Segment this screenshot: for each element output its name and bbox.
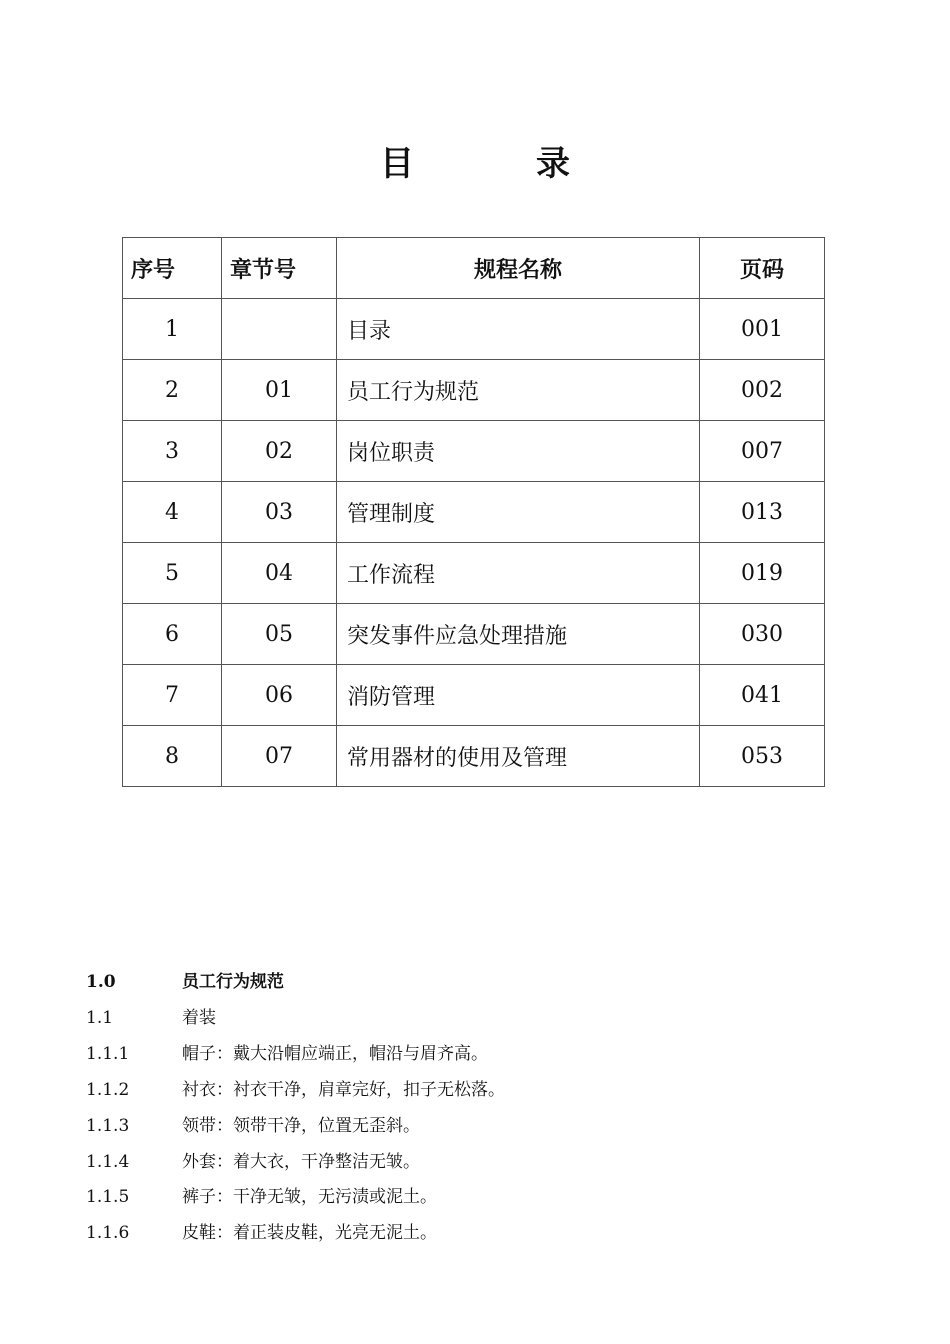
row-name: 常用器材的使用及管理 — [337, 726, 700, 787]
section-line — [86, 1079, 866, 1101]
table-row — [123, 482, 825, 543]
row-chapter: 02 — [222, 421, 337, 482]
section-number: 1.1.6 — [86, 1223, 130, 1243]
table-row — [123, 421, 825, 482]
section-number: 1.1.5 — [86, 1187, 130, 1207]
row-name: 消防管理 — [337, 665, 700, 726]
section-number: 1.1.4 — [86, 1152, 130, 1172]
row-seq: 4 — [123, 482, 222, 543]
header-seq: 序号 — [123, 238, 222, 299]
section-text: 帽子：戴大沿帽应端正，帽沿与眉齐高。 — [182, 1044, 488, 1064]
table-row — [123, 299, 825, 360]
section-line — [86, 1222, 866, 1244]
row-page: 002 — [700, 360, 825, 421]
row-seq: 2 — [123, 360, 222, 421]
header-name: 规程名称 — [337, 238, 700, 299]
row-name: 管理制度 — [337, 482, 700, 543]
row-page: 013 — [700, 482, 825, 543]
row-chapter — [222, 299, 337, 360]
row-chapter: 05 — [222, 604, 337, 665]
page-title: 目 录 — [380, 144, 614, 184]
section-text: 皮鞋：着正装皮鞋，光亮无泥土。 — [182, 1223, 437, 1243]
section-line — [86, 1186, 866, 1208]
row-chapter: 04 — [222, 543, 337, 604]
table-row — [123, 604, 825, 665]
row-page: 007 — [700, 421, 825, 482]
header-page: 页码 — [700, 238, 825, 299]
row-name: 突发事件应急处理措施 — [337, 604, 700, 665]
row-name: 目录 — [337, 299, 700, 360]
row-name: 岗位职责 — [337, 421, 700, 482]
row-page: 053 — [700, 726, 825, 787]
section-text: 外套：着大衣，干净整洁无皱。 — [182, 1152, 420, 1172]
section-line — [86, 1151, 866, 1173]
table-row — [123, 360, 825, 421]
section-text: 裤子：干净无皱，无污渍或泥土。 — [182, 1187, 437, 1207]
section-number: 1.1 — [86, 1008, 114, 1028]
section-line — [86, 1115, 866, 1137]
section-text: 领带：领带干净，位置无歪斜。 — [182, 1116, 420, 1136]
table-row — [123, 543, 825, 604]
section-number: 1.1.2 — [86, 1080, 130, 1100]
row-page: 001 — [700, 299, 825, 360]
row-chapter: 06 — [222, 665, 337, 726]
section-heading — [86, 971, 866, 993]
row-chapter: 07 — [222, 726, 337, 787]
row-page: 019 — [700, 543, 825, 604]
row-page: 030 — [700, 604, 825, 665]
row-chapter: 01 — [222, 360, 337, 421]
row-seq: 3 — [123, 421, 222, 482]
section-line — [86, 1007, 866, 1029]
row-name: 员工行为规范 — [337, 360, 700, 421]
row-seq: 5 — [123, 543, 222, 604]
header-chapter: 章节号 — [222, 238, 337, 299]
section-text: 员工行为规范 — [182, 972, 284, 992]
row-seq: 8 — [123, 726, 222, 787]
row-chapter: 03 — [222, 482, 337, 543]
section-text: 着装 — [182, 1008, 216, 1028]
row-name: 工作流程 — [337, 543, 700, 604]
section-line — [86, 1043, 866, 1065]
section-number: 1.1.1 — [86, 1044, 130, 1064]
section-number: 1.0 — [86, 972, 116, 992]
section-text: 衬衣：衬衣干净，肩章完好，扣子无松落。 — [182, 1080, 505, 1100]
table-row — [123, 665, 825, 726]
row-seq: 1 — [123, 299, 222, 360]
section-number: 1.1.3 — [86, 1116, 130, 1136]
toc-table — [122, 237, 825, 787]
table-row — [123, 726, 825, 787]
toc-header-row — [123, 238, 825, 299]
row-seq: 6 — [123, 604, 222, 665]
row-page: 041 — [700, 665, 825, 726]
row-seq: 7 — [123, 665, 222, 726]
